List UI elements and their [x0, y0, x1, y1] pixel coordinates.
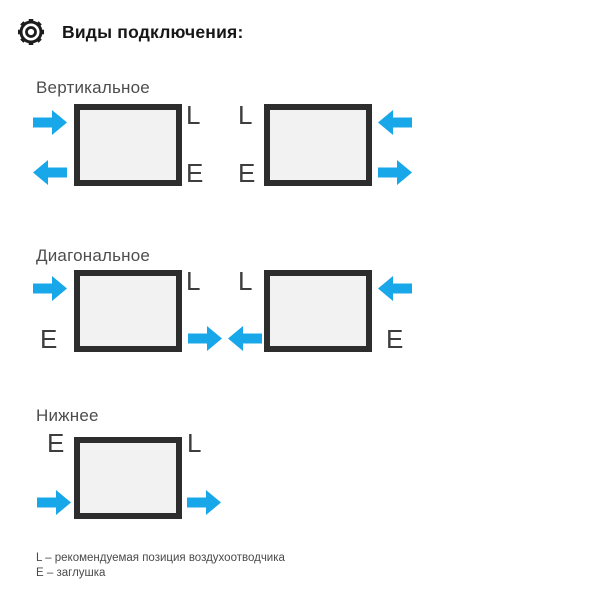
radiator-body — [74, 437, 182, 519]
gear-icon — [13, 14, 49, 50]
section-label: Вертикальное — [36, 78, 150, 97]
legend-line-L: L – рекомендуемая позиция воздухоотводчика — [36, 552, 285, 564]
flow-arrow-left-icon — [228, 326, 262, 351]
flow-arrow-right-icon — [187, 490, 221, 515]
page-title: Виды подключения: — [62, 22, 244, 42]
radiator-body — [74, 104, 182, 186]
port-label-E: E — [40, 324, 58, 354]
port-label-L: L — [238, 266, 253, 296]
radiator-body — [74, 270, 182, 352]
port-label-L: L — [186, 266, 201, 296]
flow-arrow-right-icon — [378, 160, 412, 185]
flow-arrow-right-icon — [37, 490, 71, 515]
port-label-L: L — [186, 100, 201, 130]
flow-arrow-right-icon — [188, 326, 222, 351]
flow-arrow-right-icon — [33, 276, 67, 301]
section-label: Диагональное — [36, 246, 151, 265]
radiator-body — [264, 104, 372, 186]
legend — [36, 551, 285, 581]
port-label-L: L — [187, 428, 202, 458]
port-label-E: E — [238, 158, 256, 188]
flow-arrow-left-icon — [378, 110, 412, 135]
flow-arrow-left-icon — [378, 276, 412, 301]
port-label-E: E — [186, 158, 204, 188]
radiator-body — [264, 270, 372, 352]
legend-line-E: E – заглушка — [36, 567, 106, 579]
section-label: Нижнее — [36, 406, 99, 425]
flow-arrow-right-icon — [33, 110, 67, 135]
port-label-E: E — [386, 324, 404, 354]
flow-arrow-left-icon — [33, 160, 67, 185]
port-label-L: L — [238, 100, 253, 130]
port-label-E: E — [47, 428, 65, 458]
